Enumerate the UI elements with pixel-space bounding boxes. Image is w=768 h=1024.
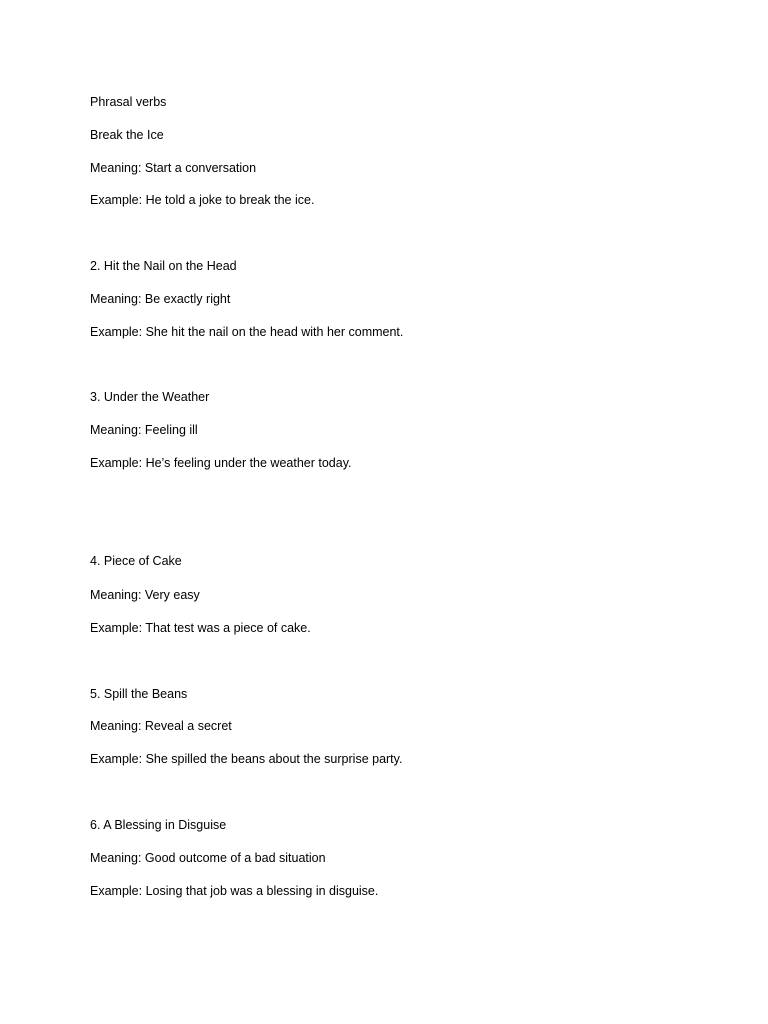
entry-example: Example: He told a joke to break the ice. [90,193,315,207]
entry-meaning: Meaning: Very easy [90,588,200,602]
entry-example: Example: She spilled the beans about the surprise party. [90,752,403,766]
entry-heading: 5. Spill the Beans [90,687,188,701]
entry-example: Example: Losing that job was a blessing in disguise. [90,884,379,898]
entry-meaning: Meaning: Reveal a secret [90,719,232,733]
entry-meaning: Meaning: Be exactly right [90,292,231,306]
entry-heading: 4. Piece of Cake [90,554,182,568]
entry-example: Example: She hit the nail on the head with her comment. [90,325,404,339]
entry-heading: 6. A Blessing in Disguise [90,818,227,832]
entry-example: Example: He’s feeling under the weather today. [90,456,352,470]
entry-example: Example: That test was a piece of cake. [90,621,311,635]
entry-meaning: Meaning: Good outcome of a bad situation [90,851,326,865]
entry-meaning: Meaning: Feeling ill [90,423,198,437]
entry-heading: Break the Ice [90,128,164,142]
entry-heading: 3. Under the Weather [90,390,210,404]
entry-heading: 2. Hit the Nail on the Head [90,259,237,273]
entry-meaning: Meaning: Start a conversation [90,161,257,175]
document-title: Phrasal verbs [90,95,167,109]
